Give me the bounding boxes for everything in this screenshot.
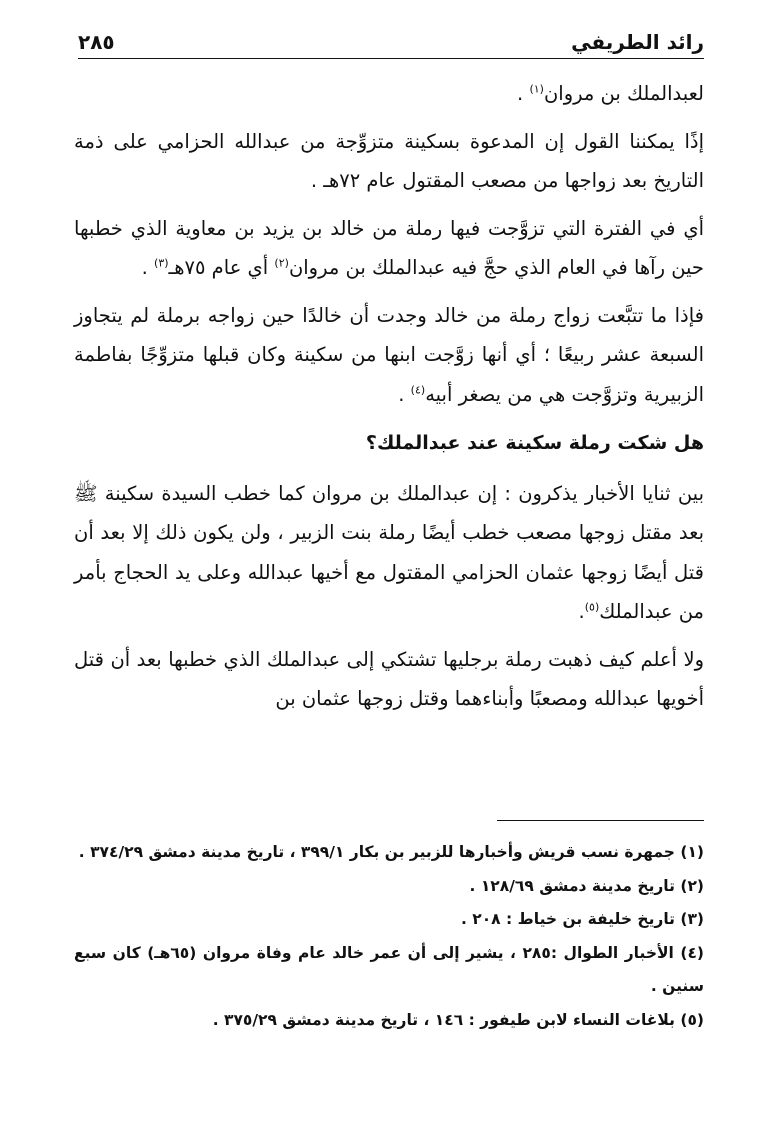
paragraph-3-end: .: [141, 256, 148, 279]
paragraph-1-end: .: [517, 82, 524, 105]
footnote-5: (٥) بلاغات النساء لابن طيفور : ١٤٦ ، تاريخ مدينة دمشق ٣٧٥/٢٩ .: [212, 1010, 704, 1029]
paragraph-1: [74, 74, 704, 114]
paragraph-4-end: .: [398, 382, 405, 406]
footnote-divider: [497, 820, 704, 821]
footnote-3: (٣) تاريخ خليفة بن خياط : ٢٠٨ .: [460, 910, 704, 928]
footnotes: [74, 836, 704, 1037]
paragraph-3-text-b: أي عام ٧٥هـ: [168, 256, 275, 279]
paragraph-3-text-a: أي في الفترة التي تزوَّجت فيها رملة من خالد بن يزيد بن معاوية الذي خطبها حين رآها في العام الذي حجَّ فيه عبدالملك بن مروان: [74, 216, 704, 279]
section-heading: هل شكت رملة سكينة عند عبدالملك؟: [365, 432, 704, 454]
running-title: رائد الطريفي: [571, 30, 704, 54]
page-number: ٢٨٥: [78, 30, 115, 54]
body-text: [74, 74, 704, 727]
paragraph-3: [74, 209, 704, 288]
footnote-2: (٢) تاريخ مدينة دمشق ١٢٨/٦٩ .: [469, 876, 704, 895]
footnote-4: (٤) الأخبار الطوال :٢٨٥ ، يشير إلى أن عمر خالد عام وفاة مروان (٦٥هـ) كان سبع سنين .: [74, 943, 704, 995]
footnote-ref-4: (٤): [410, 383, 426, 396]
footnote-1: (١) جمهرة نسب قريش وأخبارها للزبير بن بكار ٣٩٩/١ ، تاريخ مدينة دمشق ٣٧٤/٢٩ .: [78, 843, 704, 861]
paragraph-4: [74, 296, 704, 415]
footnote-ref-2: (٢): [274, 256, 289, 270]
paragraph-5-end: .: [578, 600, 585, 623]
footnote-ref-3: (٣): [154, 256, 169, 270]
footnote-ref-1: (١): [529, 82, 544, 96]
paragraph-4-text: فإذا ما تتبَّعت زواج رملة من خالد وجدت أن خالدًا حين زواجه برملة لم يتجاوز السبعة عشر ربيعًا ؛ أي أنها زوَّجت ابنها من سكينة وكان قبلها متزوِّجًا بفاطمة الزبيرية وتزوَّجت هي من يصغر أبيه: [74, 303, 704, 406]
footnote-ref-5: (٥): [584, 600, 600, 614]
paragraph-5-text: بين ثنايا الأخبار يذكرون : إن عبدالملك بن مروان كما خطب السيدة سكينة ﷺ بعد مقتل زوجها مصعب خطب أيضًا رملة بنت الزبير ، ولن يكون ذلك إلا بعد أن قتل أيضًا زوجها عثمان الحزامي المقتول مع أخيها عبدالله وعلى يد الحجاج بأمر من عبدالملك: [74, 481, 704, 623]
paragraph-2: إذًا يمكننا القول إن المدعوة بسكينة متزوِّجة من عبدالله الحزامي على ذمة التاريخ بعد زواجها من مصعب المقتول عام ٧٢هـ .: [74, 129, 704, 192]
page-header: [78, 24, 704, 59]
paragraph-5: [74, 474, 704, 632]
paragraph-6: ولا أعلم كيف ذهبت رملة برجليها تشتكي إلى عبدالملك الذي خطبها بعد أن قتل أخويها عبدالله ومصعبًا وأبناءهما وقتل زوجها عثمان بن: [74, 647, 704, 710]
paragraph-1-text: لعبدالملك بن مروان: [543, 82, 704, 105]
